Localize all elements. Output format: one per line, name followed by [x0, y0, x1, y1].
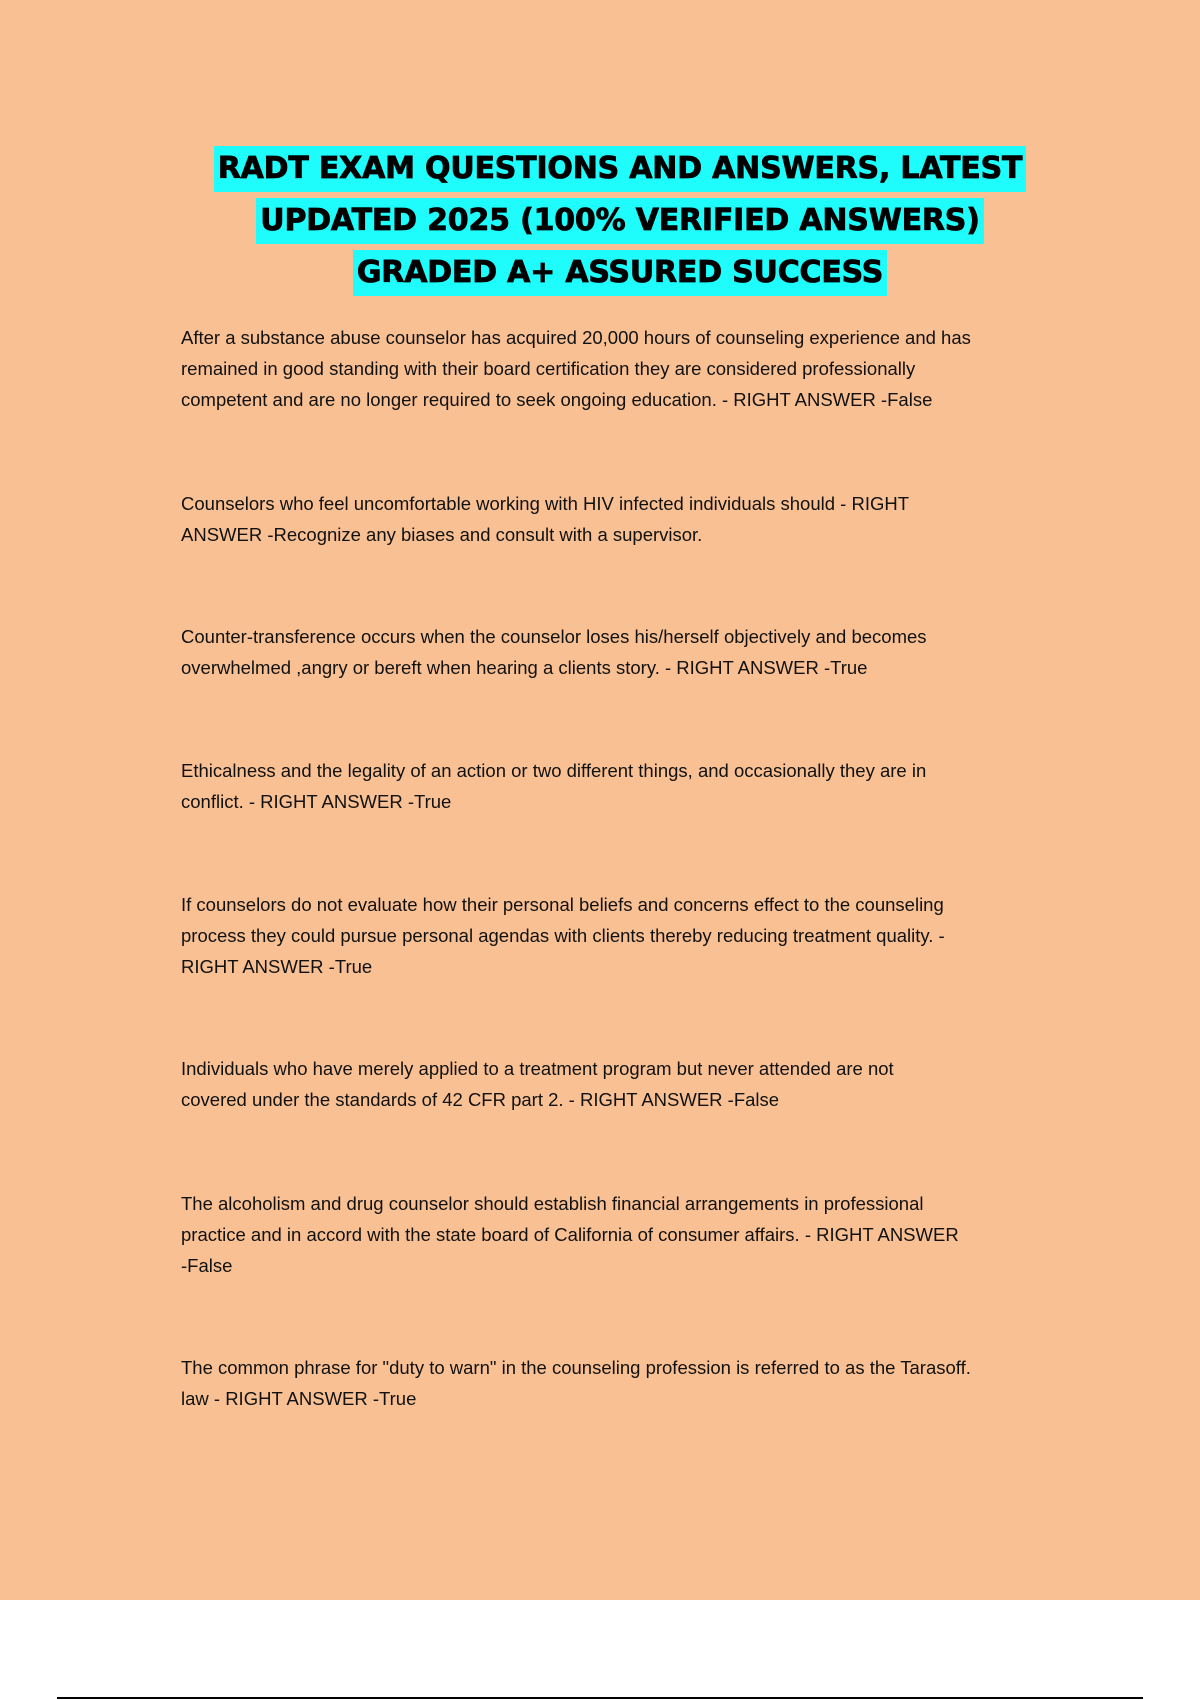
qa-entry-4-line-1: Ethicalness and the legality of an action or two different things, and occasionally they are in	[181, 760, 927, 781]
title-line-2: UPDATED 2025 (100% VERIFIED ANSWERS)	[256, 198, 983, 244]
qa-entry-7-line-3: -False	[181, 1255, 233, 1276]
qa-entry-5	[181, 889, 945, 982]
qa-entry-4	[181, 755, 926, 817]
qa-entry-6-line-2: covered under the standards of 42 CFR part 2. - RIGHT ANSWER -False	[181, 1089, 780, 1110]
footer-divider	[57, 1697, 1143, 1699]
qa-entry-6	[181, 1053, 894, 1115]
qa-entry-5-line-1: If counselors do not evaluate how their personal beliefs and concerns effect to the counseling	[181, 894, 944, 915]
qa-entry-1	[181, 322, 971, 415]
qa-entry-7-line-1: The alcoholism and drug counselor should establish financial arrangements in professional	[181, 1193, 924, 1214]
qa-entry-5-line-2: process they could pursue personal agendas with clients thereby reducing treatment quality. -	[181, 925, 945, 946]
qa-entry-3-line-1: Counter-transference occurs when the counselor loses his/herself objectively and becomes	[181, 626, 927, 647]
qa-entry-5-line-3: RIGHT ANSWER -True	[181, 956, 373, 977]
qa-entry-3-line-2: overwhelmed ,angry or bereft when hearing a clients story. - RIGHT ANSWER -True	[181, 657, 868, 678]
qa-entry-3	[181, 621, 927, 683]
qa-entry-1-line-2: remained in good standing with their board certification they are considered professionally	[181, 358, 916, 379]
title-line-1: RADT EXAM QUESTIONS AND ANSWERS, LATEST	[214, 146, 1027, 192]
title-line-3: GRADED A+ ASSURED SUCCESS	[353, 250, 887, 296]
qa-entry-2-line-2: ANSWER -Recognize any biases and consult with a supervisor.	[181, 524, 703, 545]
qa-entry-6-line-1: Individuals who have merely applied to a treatment program but never attended are not	[181, 1058, 894, 1079]
qa-entry-2	[181, 488, 909, 550]
qa-entry-8	[181, 1352, 971, 1414]
qa-entry-7-line-2: practice and in accord with the state board of California of consumer affairs. - RIGHT ANSWER	[181, 1224, 959, 1245]
qa-entry-4-line-2: conflict. - RIGHT ANSWER -True	[181, 791, 452, 812]
qa-entry-2-line-1: Counselors who feel uncomfortable working with HIV infected individuals should - RIGHT	[181, 493, 910, 514]
qa-entry-8-line-2: law - RIGHT ANSWER -True	[181, 1388, 417, 1409]
qa-entry-8-line-1: The common phrase for "duty to warn" in the counseling profession is referred to as the Tarasoff.	[181, 1357, 971, 1378]
qa-entry-1-line-3: competent and are no longer required to seek ongoing education. - RIGHT ANSWER -False	[181, 389, 933, 410]
document-title	[150, 146, 1090, 302]
qa-entry-7	[181, 1188, 959, 1281]
qa-entry-1-line-1: After a substance abuse counselor has acquired 20,000 hours of counseling experience and has	[181, 327, 971, 348]
